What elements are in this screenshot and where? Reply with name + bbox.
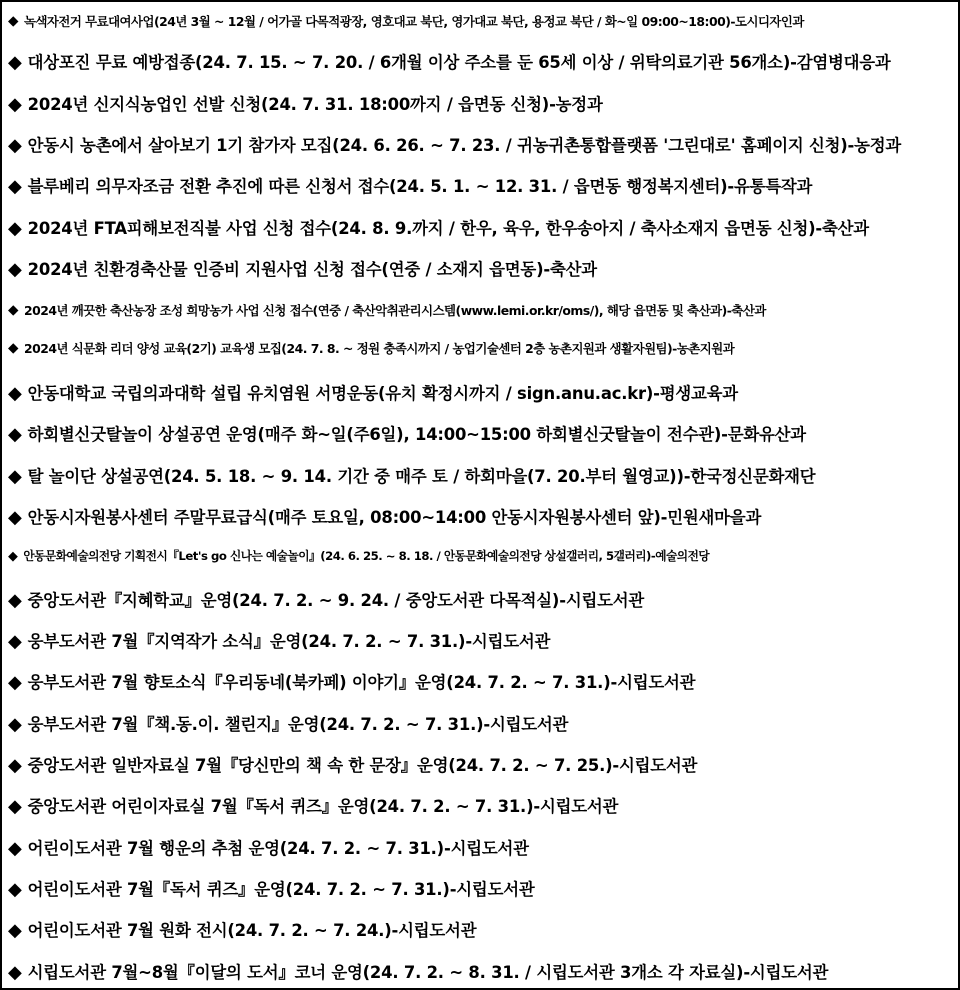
notice-text: 웅부도서관 7월『지역작가 소식』운영(24. 7. 2. ~ 7. 31.)-시립도서관: [27, 631, 551, 651]
diamond-icon: ◆: [8, 671, 22, 693]
notice-item: [8, 170, 958, 204]
notice-text: 안동시자원봉사센터 주말무료급식(매주 토요일, 08:00~14:00 안동시자원봉사센터 앞)-민원새마을과: [27, 507, 762, 527]
diamond-icon: ◆: [8, 837, 22, 859]
notice-item: [8, 790, 958, 824]
notice-item: [8, 540, 958, 574]
notice-text: 어린이도서관 7월 행운의 추첨 운영(24. 7. 2. ~ 7. 31.)-시립도서관: [27, 838, 529, 858]
notice-item: [8, 294, 958, 328]
notice-text: 중앙도서관 어린이자료실 7월『독서 퀴즈』운영(24. 7. 2. ~ 7. 31.)-시립도서관: [27, 796, 619, 816]
notice-text: 안동시 농촌에서 살아보기 1기 참가자 모집(24. 6. 26. ~ 7. 23. / 귀농귀촌통합플랫폼 '그린대로' 홈페이지 신청)-농정과: [27, 135, 902, 155]
diamond-icon: ◆: [8, 93, 22, 115]
notice-item: [8, 377, 958, 411]
notice-text: 안동대학교 국립의과대학 설립 유치염원 서명운동(유치 확정시까지 / sign.anu.ac.kr)-평생교육과: [27, 383, 738, 403]
notice-item: [8, 460, 958, 494]
notice-item: [8, 501, 958, 535]
diamond-icon: ◆: [8, 548, 18, 564]
diamond-icon: ◆: [8, 423, 22, 445]
notice-text: 탈 놀이단 상설공연(24. 5. 18. ~ 9. 14. 기간 중 매주 토 / 하회마을(7. 20.부터 월영교))-한국정신문화재단: [27, 466, 816, 486]
notice-item: [8, 212, 958, 246]
notice-text: 웅부도서관 7월『책.동.이. 챌린지』운영(24. 7. 2. ~ 7. 31.)-시립도서관: [27, 714, 569, 734]
diamond-icon: ◆: [8, 919, 22, 941]
diamond-icon: ◆: [8, 175, 22, 197]
diamond-icon: ◆: [8, 589, 22, 611]
diamond-icon: ◆: [8, 630, 22, 652]
diamond-icon: ◆: [8, 713, 22, 735]
notice-item: [8, 584, 958, 618]
diamond-icon: ◆: [8, 961, 22, 983]
notice-item: [8, 749, 958, 783]
diamond-icon: ◆: [8, 51, 22, 73]
diamond-icon: ◆: [8, 754, 22, 776]
notice-text: 어린이도서관 7월『독서 퀴즈』운영(24. 7. 2. ~ 7. 31.)-시립도서관: [27, 879, 535, 899]
diamond-icon: ◆: [8, 217, 22, 239]
notice-item: [8, 129, 958, 163]
notice-text: 안동문화예술의전당 기획전시『Let's go 신나는 예술놀이』(24. 6. 25. ~ 8. 18. / 안동문화예술의전당 상설갤러리, 5갤러리)-예술의전당: [23, 549, 710, 564]
notice-item: [8, 666, 958, 700]
notice-text: 대상포진 무료 예방접종(24. 7. 15. ~ 7. 20. / 6개월 이상 주소를 둔 65세 이상 / 위탁의료기관 56개소)-감염병대응과: [27, 52, 891, 72]
diamond-icon: ◆: [8, 506, 22, 528]
diamond-icon: ◆: [8, 465, 22, 487]
notice-item: [8, 708, 958, 742]
notice-item: [8, 956, 958, 990]
notice-text: 중앙도서관 일반자료실 7월『당신만의 책 속 한 문장』운영(24. 7. 2. ~ 7. 25.)-시립도서관: [27, 755, 698, 775]
diamond-icon: ◆: [8, 795, 22, 817]
notice-item: [8, 5, 958, 39]
notice-item: [8, 253, 958, 287]
notice-text: 녹색자전거 무료대여사업(24년 3월 ~ 12월 / 어가골 다목적광장, 영호대교 북단, 영가대교 북단, 용정교 북단 / 화~일 09:00~18:00)-도시디자인과: [23, 13, 804, 29]
notice-item: [8, 332, 958, 366]
notice-item: [8, 46, 958, 80]
notice-text: 2024년 식문화 리더 양성 교육(2기) 교육생 모집(24. 7. 8. ~ 정원 충족시까지 / 농업기술센터 2층 농촌지원과 생활자원팀)-농촌지원과: [23, 340, 735, 356]
notice-text: 하회별신굿탈놀이 상설공연 운영(매주 화~일(주6일), 14:00~15:00 하회별신굿탈놀이 전수관)-문화유산과: [27, 424, 806, 444]
diamond-icon: ◆: [8, 382, 22, 404]
notice-item: [8, 625, 958, 659]
notice-item: [8, 914, 958, 948]
notice-text: 2024년 깨끗한 축산농장 조성 희망농가 사업 신청 접수(연중 / 축산악취관리시스템(www.lemi.or.kr/oms/), 해당 읍면동 및 축산과)-축산과: [23, 302, 766, 318]
notice-item: [8, 88, 958, 122]
notice-item: [8, 873, 958, 907]
notice-text: 2024년 신지식농업인 선발 신청(24. 7. 31. 18:00까지 / 읍면동 신청)-농정과: [27, 94, 603, 114]
notice-text: 중앙도서관『지혜학교』운영(24. 7. 2. ~ 9. 24. / 중앙도서관 다목적실)-시립도서관: [27, 590, 644, 610]
diamond-icon: ◆: [8, 340, 18, 357]
notice-text: 2024년 FTA피해보전직불 사업 신청 접수(24. 8. 9.까지 / 한우, 육우, 한우송아지 / 축사소재지 읍면동 신청)-축산과: [27, 218, 869, 238]
notice-text: 시립도서관 7월~8월『이달의 도서』코너 운영(24. 7. 2. ~ 8. 31. / 시립도서관 3개소 각 자료실)-시립도서관: [27, 962, 829, 982]
diamond-icon: ◆: [8, 134, 22, 156]
diamond-icon: ◆: [8, 878, 22, 900]
diamond-icon: ◆: [8, 13, 18, 30]
diamond-icon: ◆: [8, 258, 22, 280]
notice-item: [8, 832, 958, 866]
notice-item: [8, 418, 958, 452]
diamond-icon: ◆: [8, 302, 18, 319]
notice-text: 2024년 친환경축산물 인증비 지원사업 신청 접수(연중 / 소재지 읍면동)-축산과: [27, 259, 597, 279]
notice-text: 웅부도서관 7월 향토소식『우리동네(북카페) 이야기』운영(24. 7. 2. ~ 7. 31.)-시립도서관: [27, 672, 696, 692]
notice-text: 어린이도서관 7월 원화 전시(24. 7. 2. ~ 7. 24.)-시립도서관: [27, 920, 477, 940]
notice-text: 블루베리 의무자조금 전환 추진에 따른 신청서 접수(24. 5. 1. ~ 12. 31. / 읍면동 행정복지센터)-유통특작과: [27, 176, 813, 196]
